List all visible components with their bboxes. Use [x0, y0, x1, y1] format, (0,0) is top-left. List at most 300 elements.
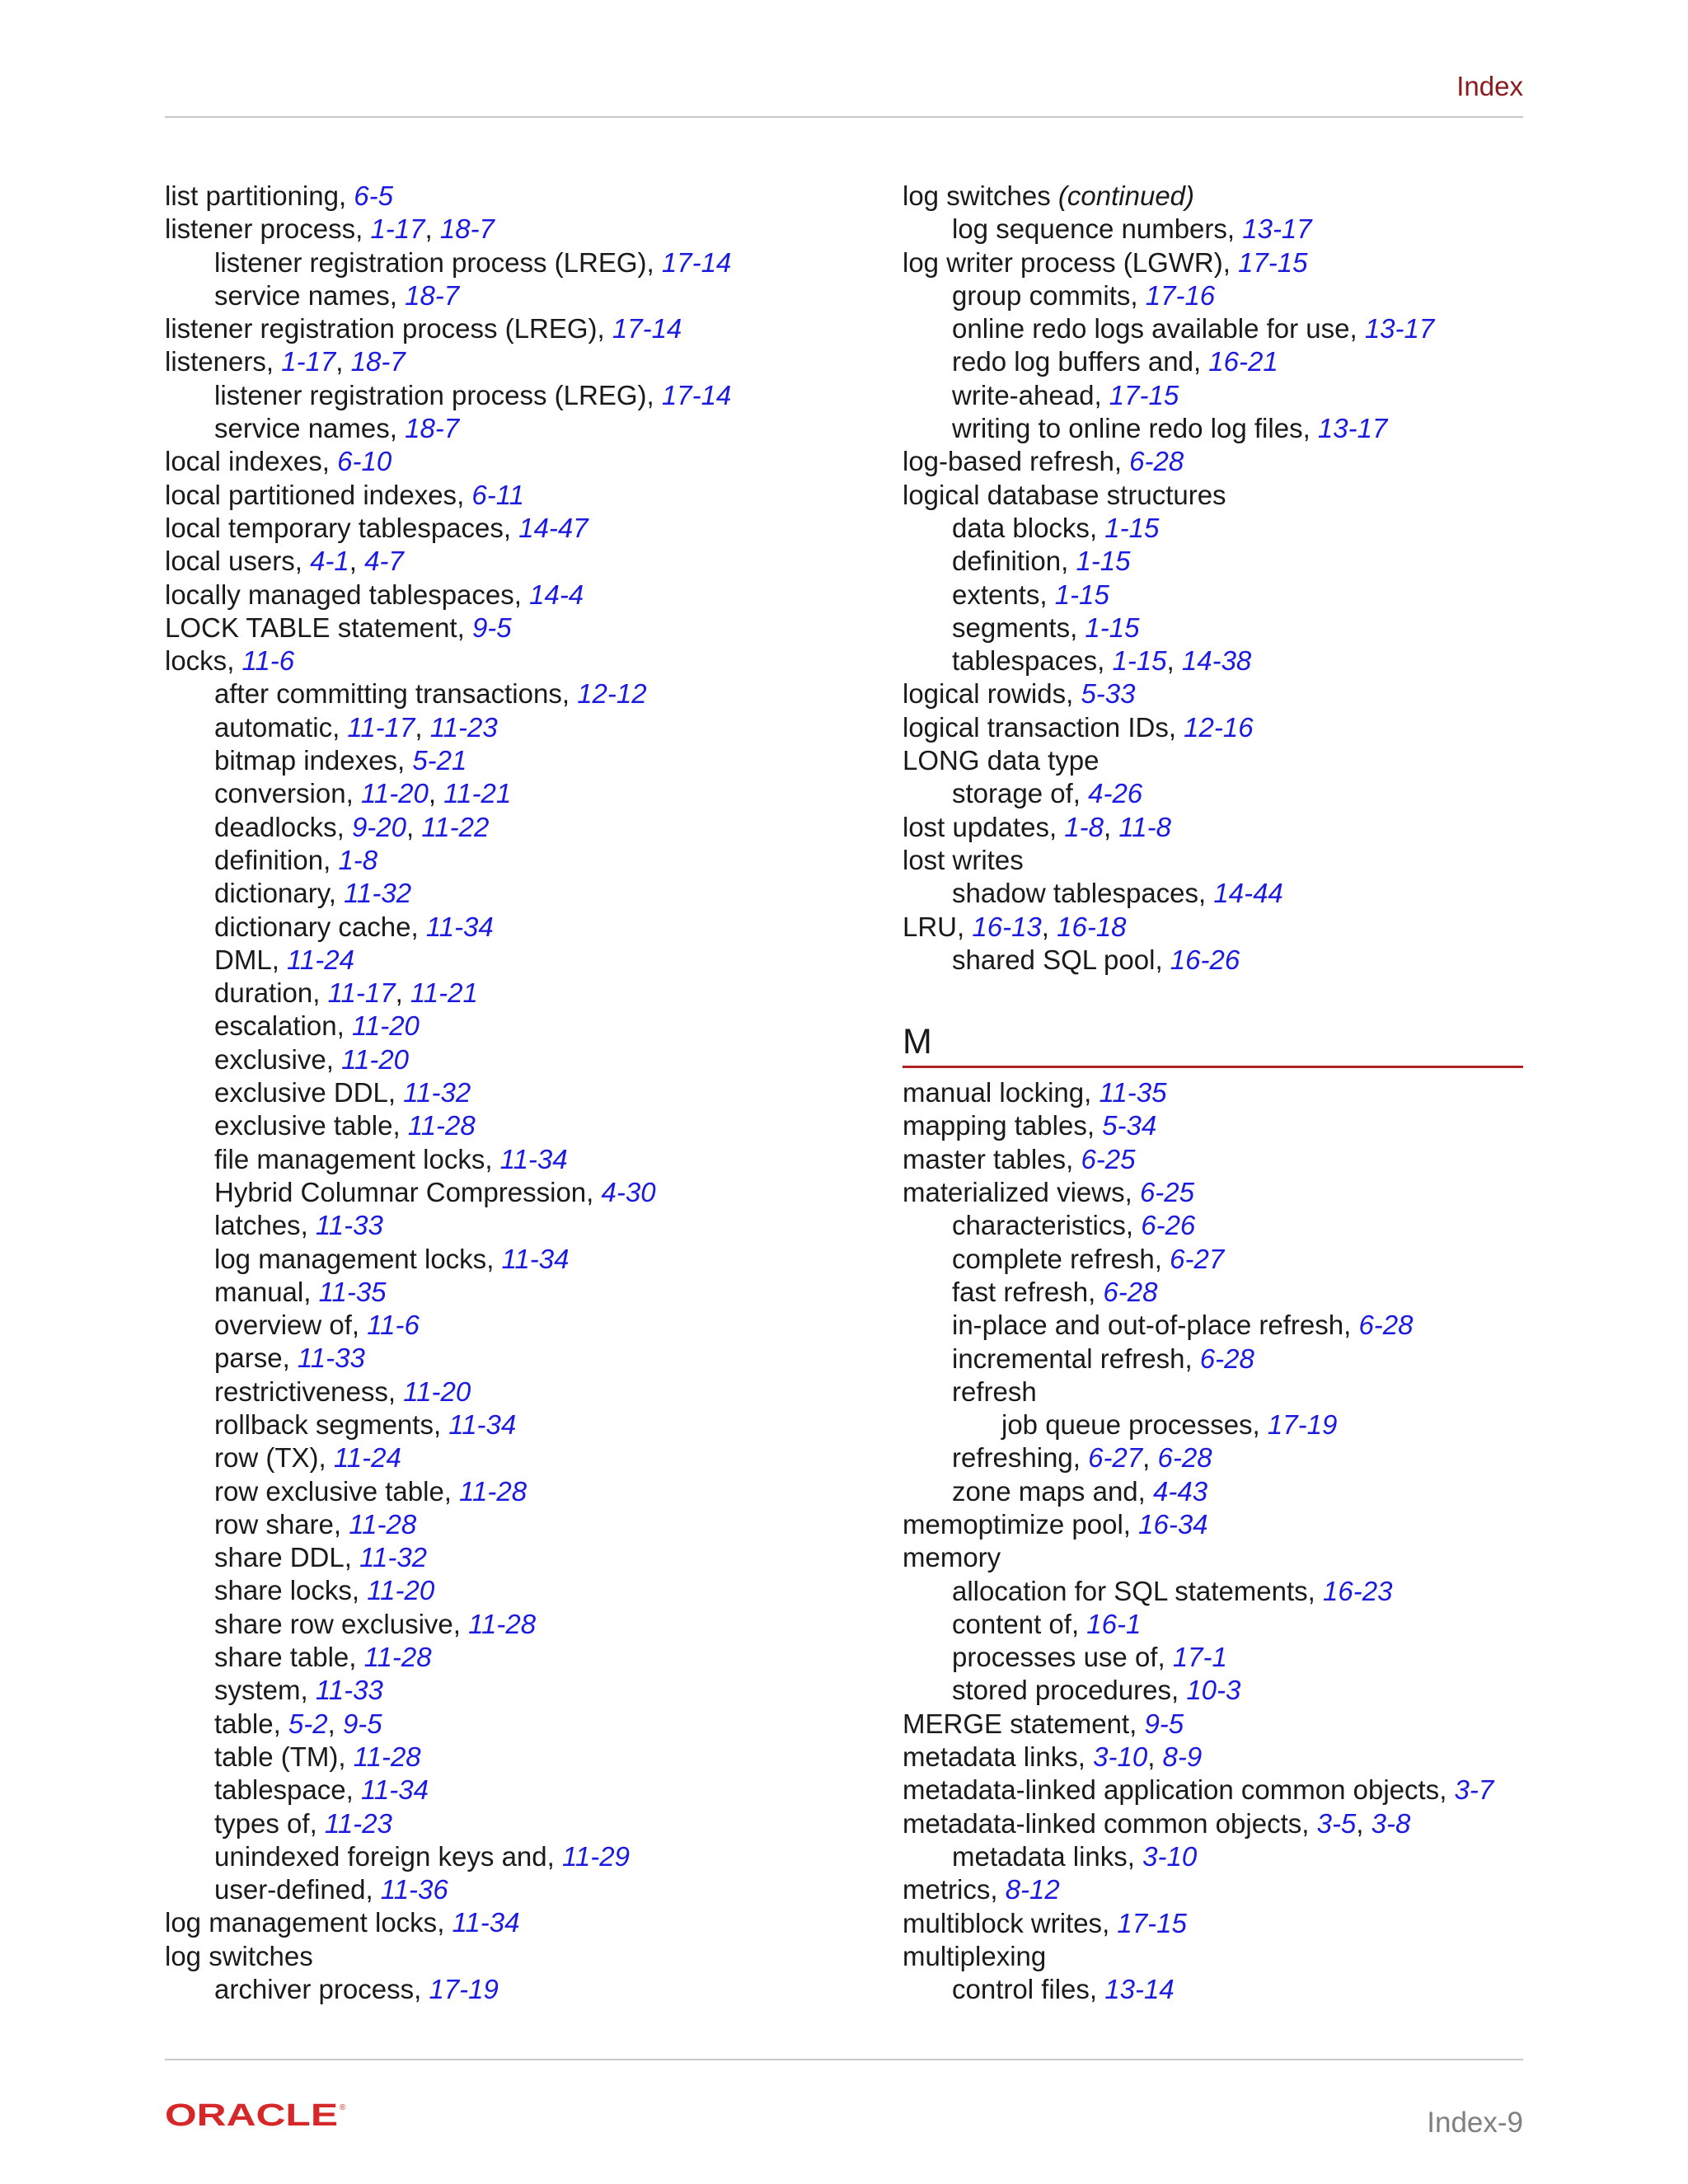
page-reference-link[interactable]: 1-17 [281, 346, 336, 377]
index-entry: fast refresh, 6-28 [952, 1276, 1158, 1307]
page-reference-link[interactable]: 11-20 [341, 1043, 410, 1075]
index-entry: log management locks, 11-34 [214, 1243, 570, 1274]
index-entry: row (TX), 11-24 [214, 1442, 401, 1474]
index-entry [903, 180, 1529, 213]
index-term: log-based refresh [903, 446, 1114, 477]
index-term: locally managed tablespaces [165, 579, 514, 610]
index-term: memoptimize pool [903, 1508, 1123, 1540]
page-reference-link[interactable]: 14-4 [529, 579, 584, 610]
page-reference-link[interactable]: 1-15 [1054, 579, 1109, 610]
page-reference-link[interactable]: 11-17 [327, 977, 396, 1009]
index-term: allocation for SQL statements [952, 1575, 1308, 1606]
page-reference-link[interactable]: 11-21 [443, 778, 512, 809]
page-reference-link[interactable]: 5-21 [412, 745, 467, 776]
index-entry [903, 1940, 1529, 1973]
index-term: log management locks [165, 1907, 438, 1938]
index-entry: log writer process (LGWR), 17-15 [903, 246, 1308, 278]
page-reference-link[interactable]: 11-20 [351, 1010, 420, 1042]
index-entry: lost updates, 1-8, 11-8 [903, 811, 1171, 842]
page-reference-link[interactable]: 11-28 [363, 1642, 432, 1673]
index-term: writing to online redo log files [952, 413, 1303, 444]
page-reference-link[interactable]: 11-28 [353, 1741, 421, 1772]
page-reference-link[interactable]: 6-10 [337, 446, 392, 477]
page-reference-link[interactable]: 11-34 [360, 1774, 429, 1806]
letter-rule [903, 1066, 1523, 1068]
page-reference-link[interactable]: 11-33 [315, 1210, 383, 1241]
index-term: row (TX) [214, 1442, 319, 1474]
index-term: refresh [952, 1376, 1037, 1407]
index-term: MERGE statement [903, 1708, 1130, 1739]
index-entry: mapping tables, 5-34 [903, 1110, 1157, 1141]
index-term: table [214, 1708, 274, 1739]
index-entry: latches, 11-33 [214, 1210, 383, 1241]
svg-text:®: ® [340, 2103, 346, 2112]
page-reference-link[interactable]: 18-7 [405, 279, 460, 311]
index-entry: local indexes, 6-10 [165, 446, 392, 477]
page-reference-link[interactable]: 11-21 [410, 977, 478, 1009]
page-reference-link[interactable]: 11-28 [407, 1110, 476, 1141]
index-entry: log-based refresh, 6-28 [903, 446, 1184, 477]
index-term: log writer process (LGWR) [903, 246, 1223, 278]
index-entry: rollback segments, 11-34 [214, 1408, 517, 1440]
page-reference-link[interactable]: 13-17 [1317, 413, 1388, 444]
index-term: exclusive [214, 1043, 326, 1075]
index-entry: log sequence numbers, 13-17 [952, 213, 1312, 245]
index-term: list partitioning [165, 180, 339, 211]
index-entry: listener registration process (LREG), 17-14 [214, 246, 732, 278]
page-reference-link[interactable]: 5-34 [1102, 1110, 1157, 1141]
page-reference-link[interactable]: 17-15 [1117, 1907, 1187, 1938]
index-term: parse [214, 1343, 283, 1374]
index-term: DML [214, 944, 272, 975]
index-term: LOCK TABLE statement [165, 612, 457, 643]
page-reference-link[interactable]: 16-34 [1138, 1508, 1208, 1540]
index-entry: definition, 1-8 [214, 844, 378, 875]
index-term: file management locks [214, 1143, 485, 1174]
index-term: automatic [214, 711, 333, 743]
index-term: content of [952, 1608, 1071, 1639]
page-reference-link[interactable]: 11-23 [429, 711, 498, 743]
index-entry: incremental refresh, 6-28 [952, 1343, 1254, 1374]
index-entry: share locks, 11-20 [214, 1575, 435, 1606]
page-reference-link[interactable]: 12-16 [1184, 711, 1254, 743]
page-reference-link[interactable]: 6-25 [1081, 1143, 1136, 1174]
index-term: processes use of [952, 1642, 1158, 1673]
index-term: archiver process [214, 1974, 415, 2005]
index-term: types of [214, 1807, 310, 1839]
index-entry: automatic, 11-17, 11-23 [214, 711, 498, 743]
index-term: log switches [903, 180, 1051, 211]
page-reference-link[interactable]: 1-8 [1064, 811, 1104, 842]
page-reference-link[interactable]: 13-14 [1104, 1974, 1175, 2005]
index-term: control files [952, 1974, 1090, 2005]
index-entry: log management locks, 11-34 [165, 1907, 520, 1938]
page-reference-link[interactable]: 3-8 [1371, 1807, 1411, 1839]
page-reference-link[interactable]: 9-5 [342, 1708, 382, 1739]
page-reference-link[interactable]: 16-21 [1208, 346, 1278, 377]
page-reference-link[interactable]: 1-15 [1112, 645, 1167, 677]
page-reference-link[interactable]: 16-18 [1057, 911, 1127, 942]
index-entry: bitmap indexes, 5-21 [214, 745, 467, 776]
index-entry: stored procedures, 10-3 [952, 1675, 1241, 1706]
page-reference-link[interactable]: 13-17 [1242, 213, 1312, 245]
index-entry: logical transaction IDs, 12-16 [903, 711, 1254, 743]
index-entry: in-place and out-of-place refresh, 6-28 [952, 1310, 1414, 1341]
index-term: exclusive DDL [214, 1077, 388, 1108]
index-term: share locks [214, 1575, 352, 1606]
index-term: listener process [165, 213, 356, 245]
page-reference-link[interactable]: 6-27 [1170, 1243, 1225, 1274]
index-term: manual [214, 1276, 304, 1307]
page-reference-link[interactable]: 6-28 [1129, 446, 1184, 477]
index-term: after committing transactions [214, 678, 562, 710]
page-reference-link[interactable]: 17-19 [1267, 1409, 1338, 1441]
page-reference-link[interactable]: 8-12 [1005, 1874, 1060, 1905]
page-reference-link[interactable]: 11-36 [380, 1874, 448, 1905]
index-term: incremental refresh [952, 1343, 1185, 1374]
page-reference-link[interactable]: 14-47 [518, 512, 588, 543]
page-reference-link[interactable]: 17-19 [429, 1974, 499, 2005]
page-number: Index-9 [1427, 2107, 1523, 2139]
index-entry: group commits, 17-16 [952, 279, 1216, 311]
page-reference-link[interactable]: 6-11 [471, 479, 525, 510]
page-reference-link[interactable]: 11-22 [421, 811, 490, 842]
index-term: LONG data type [903, 745, 1100, 776]
index-entry: deadlocks, 9-20, 11-22 [214, 811, 490, 842]
index-entry: local users, 4-1, 4-7 [165, 546, 404, 577]
index-term: share row exclusive [214, 1608, 453, 1639]
index-term: metadata-linked common objects [903, 1807, 1302, 1839]
index-entry: parse, 11-33 [214, 1343, 365, 1374]
index-entry: metadata links, 3-10, 8-9 [903, 1741, 1203, 1773]
index-entry: DML, 11-24 [214, 944, 354, 975]
page-reference-link[interactable]: 11-34 [448, 1408, 517, 1440]
index-term: service names [214, 279, 390, 311]
index-term: lost updates [903, 811, 1049, 842]
index-term: log sequence numbers [952, 213, 1227, 245]
index-entry: extents, 1-15 [952, 579, 1109, 610]
page-reference-link[interactable]: 11-28 [459, 1475, 528, 1507]
page-reference-link[interactable]: 6-27 [1088, 1442, 1143, 1474]
index-term: definition [214, 844, 324, 875]
page-reference-link[interactable]: 4-26 [1088, 778, 1143, 809]
index-entry [903, 1376, 1529, 1408]
page-reference-link[interactable]: 4-7 [364, 546, 404, 577]
index-term: extents [952, 579, 1040, 610]
index-term: multiplexing [903, 1940, 1047, 1971]
page-reference-link[interactable]: 6-28 [1358, 1310, 1414, 1341]
page-reference-link[interactable]: 3-10 [1142, 1840, 1198, 1872]
index-term: group commits [952, 279, 1131, 311]
page-reference-link[interactable]: 9-5 [1144, 1708, 1184, 1739]
page-reference-link[interactable]: 4-43 [1153, 1475, 1208, 1507]
page-reference-link[interactable]: 11-6 [367, 1310, 420, 1341]
index-entry: locks, 11-6 [165, 645, 295, 677]
page-reference-link[interactable]: 11-24 [287, 944, 354, 975]
svg-text:ORACLE: ORACLE [165, 2098, 338, 2131]
index-term: materialized views [903, 1177, 1125, 1208]
index-term: logical rowids [903, 678, 1067, 710]
page-reference-link[interactable]: 4-1 [310, 546, 349, 577]
index-entry: conversion, 11-20, 11-21 [214, 778, 512, 809]
index-entry: dictionary cache, 11-34 [214, 911, 494, 942]
page-reference-link[interactable]: 11-23 [324, 1807, 392, 1839]
index-entry: types of, 11-23 [214, 1807, 392, 1839]
index-entry: manual locking, 11-35 [903, 1077, 1167, 1108]
page-reference-link[interactable]: 18-7 [439, 213, 495, 245]
page-reference-link[interactable]: 3-10 [1093, 1741, 1148, 1773]
index-entry [903, 744, 1529, 777]
index-entry: tablespaces, 1-15, 14-38 [952, 645, 1252, 677]
page-reference-link[interactable]: 11-20 [367, 1575, 435, 1606]
page-reference-link[interactable]: 1-15 [1104, 512, 1160, 543]
index-entry: listener registration process (LREG), 17-14 [214, 379, 732, 410]
page-reference-link[interactable]: 17-15 [1238, 246, 1308, 278]
page-reference-link[interactable]: 10-3 [1186, 1675, 1241, 1706]
page-reference-link[interactable]: 11-28 [349, 1508, 417, 1540]
index-term: share table [214, 1642, 349, 1673]
index-term: refreshing [952, 1442, 1073, 1474]
index-term: system [214, 1675, 301, 1706]
index-term: service names [214, 413, 390, 444]
index-entry: LRU, 16-13, 16-18 [903, 911, 1127, 942]
page-reference-link[interactable]: 11-32 [344, 878, 412, 909]
index-entry: metadata-linked common objects, 3-5, 3-8 [903, 1807, 1411, 1839]
page-reference-link[interactable]: 6-28 [1199, 1343, 1254, 1374]
page-reference-link[interactable]: 11-34 [501, 1243, 570, 1274]
index-entry: refreshing, 6-27, 6-28 [952, 1442, 1212, 1474]
index-entry: service names, 18-7 [214, 279, 460, 311]
index-entry: characteristics, 6-26 [952, 1210, 1196, 1241]
index-entry: row share, 11-28 [214, 1508, 417, 1540]
index-entry: definition, 1-15 [952, 546, 1131, 577]
index-term: listener registration process (LREG) [165, 313, 598, 344]
index-term: write-ahead [952, 379, 1095, 410]
index-entry: share row exclusive, 11-28 [214, 1608, 537, 1639]
index-term: master tables [903, 1143, 1067, 1174]
index-term: complete refresh [952, 1243, 1155, 1274]
index-entry: metadata-linked application common objects, 3-7 [903, 1774, 1494, 1806]
index-entry [903, 479, 1529, 512]
page-reference-link[interactable]: 4-30 [601, 1176, 656, 1207]
index-entry: share table, 11-28 [214, 1642, 432, 1673]
page-reference-link[interactable]: 16-13 [972, 911, 1042, 942]
index-term: local indexes [165, 446, 322, 477]
page-reference-link[interactable]: 16-23 [1323, 1575, 1393, 1606]
index-term: metadata-linked application common objects [903, 1774, 1440, 1806]
page-reference-link[interactable]: 17-1 [1172, 1642, 1227, 1673]
index-entry: dictionary, 11-32 [214, 878, 412, 909]
index-term: local users [165, 546, 295, 577]
index-term: data blocks [952, 512, 1090, 543]
index-entry: list partitioning, 6-5 [165, 180, 393, 211]
index-entry: manual, 11-35 [214, 1276, 387, 1307]
index-term: bitmap indexes [214, 745, 397, 776]
page-reference-link[interactable]: 1-15 [1076, 546, 1131, 577]
index-entry: master tables, 6-25 [903, 1143, 1136, 1174]
page-reference-link[interactable]: 11-32 [403, 1077, 471, 1108]
index-term: log switches [165, 1940, 313, 1971]
index-term: locks [165, 645, 227, 677]
page-reference-link[interactable]: 17-15 [1109, 379, 1179, 410]
index-entry: unindexed foreign keys and, 11-29 [214, 1840, 630, 1872]
index-entry: shadow tablespaces, 14-44 [952, 878, 1283, 909]
index-entry [903, 1541, 1529, 1574]
index-entry: restrictiveness, 11-20 [214, 1376, 471, 1407]
page-reference-link[interactable]: 1-15 [1085, 612, 1140, 643]
index-term: zone maps and [952, 1475, 1138, 1507]
oracle-logo-icon [165, 2098, 346, 2131]
page-reference-link[interactable]: 5-2 [288, 1708, 328, 1739]
index-term: logical database structures [903, 479, 1226, 510]
index-entry: duration, 11-17, 11-21 [214, 977, 478, 1009]
page-reference-link[interactable]: 18-7 [350, 346, 406, 377]
index-entry: redo log buffers and, 16-21 [952, 346, 1278, 377]
index-entry: system, 11-33 [214, 1675, 383, 1706]
page-reference-link[interactable]: 11-6 [241, 645, 295, 677]
index-entry: materialized views, 6-25 [903, 1177, 1194, 1208]
index-entry: writing to online redo log files, 13-17 [952, 413, 1388, 444]
index-column-left [165, 180, 874, 2006]
page-reference-link[interactable]: 16-26 [1170, 944, 1240, 975]
index-term: tablespaces [952, 645, 1098, 677]
page-reference-link[interactable]: 11-34 [452, 1907, 520, 1938]
index-entry: write-ahead, 17-15 [952, 379, 1179, 410]
index-entry: memoptimize pool, 16-34 [903, 1508, 1208, 1540]
index-term: row share [214, 1508, 334, 1540]
index-entry: shared SQL pool, 16-26 [952, 944, 1240, 975]
page-reference-link[interactable]: 11-29 [561, 1840, 630, 1872]
page-reference-link[interactable]: 16-1 [1086, 1608, 1142, 1639]
index-term: tablespace [214, 1774, 346, 1806]
page-reference-link[interactable]: 11-35 [1099, 1077, 1167, 1108]
index-term: row exclusive table [214, 1475, 444, 1507]
page-reference-link[interactable]: 9-20 [351, 811, 407, 842]
page-reference-link[interactable]: 11-17 [347, 711, 415, 743]
index-term: LRU [903, 911, 958, 942]
index-entry: after committing transactions, 12-12 [214, 678, 647, 710]
index-entry: tablespace, 11-34 [214, 1774, 429, 1806]
index-entry: segments, 1-15 [952, 612, 1140, 643]
index-term: dictionary [214, 878, 329, 909]
index-term: unindexed foreign keys and [214, 1840, 547, 1872]
continued-label: (continued) [1057, 180, 1195, 211]
page-reference-link[interactable]: 11-20 [403, 1376, 471, 1407]
index-entry: listeners, 1-17, 18-7 [165, 346, 406, 377]
page-reference-link[interactable]: 11-35 [318, 1276, 387, 1307]
page-reference-link[interactable]: 1-17 [370, 213, 425, 245]
page-reference-link[interactable]: 11-8 [1118, 811, 1171, 842]
index-entry: job queue processes, 17-19 [1001, 1409, 1338, 1441]
index-entry: content of, 16-1 [952, 1608, 1142, 1639]
index-entry: file management locks, 11-34 [214, 1143, 568, 1174]
page-reference-link[interactable]: 17-16 [1145, 279, 1216, 311]
page-reference-link[interactable]: 11-28 [468, 1608, 537, 1639]
page-reference-link[interactable]: 17-14 [612, 313, 682, 344]
index-term: online redo logs available for use [952, 313, 1350, 344]
index-entry: escalation, 11-20 [214, 1010, 420, 1042]
page-reference-link[interactable]: 12-12 [577, 678, 647, 710]
index-term: deadlocks [214, 811, 337, 842]
index-term: conversion [214, 778, 346, 809]
page-reference-link[interactable]: 11-24 [333, 1442, 401, 1474]
index-term: redo log buffers and [952, 346, 1193, 377]
page-reference-link[interactable]: 17-14 [661, 379, 732, 410]
page-reference-link[interactable]: 11-20 [360, 778, 429, 809]
index-term: definition [952, 546, 1062, 577]
index-term: in-place and out-of-place refresh [952, 1310, 1344, 1341]
index-entry [165, 1940, 874, 1973]
page-reference-link[interactable]: 1-8 [338, 844, 378, 875]
header-rule [165, 116, 1523, 118]
index-entry: complete refresh, 6-27 [952, 1243, 1225, 1274]
index-term: storage of [952, 778, 1073, 809]
index-entry: table, 5-2, 9-5 [214, 1708, 382, 1739]
page-reference-link[interactable]: 6-28 [1103, 1276, 1158, 1307]
index-entry: control files, 13-14 [952, 1974, 1175, 2005]
page-reference-link[interactable]: 5-33 [1081, 678, 1136, 710]
index-entry: row exclusive table, 11-28 [214, 1475, 528, 1507]
index-term: metadata links [952, 1840, 1128, 1872]
index-entry: listener registration process (LREG), 17-14 [165, 313, 682, 344]
page-reference-link[interactable]: 6-5 [354, 180, 393, 211]
index-term: rollback segments [214, 1408, 434, 1440]
page-reference-link[interactable]: 11-33 [315, 1675, 383, 1706]
index-entry: exclusive DDL, 11-32 [214, 1077, 471, 1108]
page-reference-link[interactable]: 14-44 [1213, 878, 1283, 909]
index-entry: allocation for SQL statements, 16-23 [952, 1575, 1393, 1606]
page-reference-link[interactable]: 11-33 [297, 1343, 365, 1374]
index-term: listener registration process (LREG) [214, 379, 647, 410]
page-reference-link[interactable]: 18-7 [405, 413, 460, 444]
running-header: Index [1456, 71, 1523, 101]
page-reference-link[interactable]: 3-7 [1454, 1774, 1494, 1806]
index-term: exclusive table [214, 1110, 393, 1141]
index-term: user-defined [214, 1874, 366, 1905]
page-reference-link[interactable]: 6-25 [1139, 1177, 1194, 1208]
index-term: characteristics [952, 1210, 1126, 1241]
index-entry: local temporary tablespaces, 14-47 [165, 512, 588, 543]
index-entry: locally managed tablespaces, 14-4 [165, 579, 584, 610]
index-term: overview of [214, 1310, 352, 1341]
index-entry: user-defined, 11-36 [214, 1874, 448, 1905]
index-entry: service names, 18-7 [214, 413, 460, 444]
index-term: share DDL [214, 1542, 345, 1573]
page-reference-link[interactable]: 9-5 [471, 612, 512, 643]
index-term: dictionary cache [214, 911, 411, 942]
page-reference-link[interactable]: 11-34 [499, 1143, 568, 1174]
page-reference-link[interactable]: 6-28 [1157, 1442, 1212, 1474]
index-term: multiblock writes [903, 1907, 1103, 1938]
index-entry: storage of, 4-26 [952, 778, 1143, 809]
index-entry: exclusive table, 11-28 [214, 1110, 476, 1141]
page-reference-link[interactable]: 8-9 [1162, 1741, 1203, 1773]
page-reference-link[interactable]: 6-26 [1141, 1210, 1196, 1241]
page-reference-link[interactable]: 14-38 [1181, 645, 1252, 677]
index-term: logical transaction IDs [903, 711, 1169, 743]
page-reference-link[interactable]: 11-32 [359, 1542, 428, 1573]
page-reference-link[interactable]: 11-34 [425, 911, 494, 942]
letter-heading: M [903, 1022, 932, 1062]
page-reference-link[interactable]: 3-5 [1316, 1807, 1357, 1839]
index-term: job queue processes [1001, 1409, 1253, 1441]
index-term: mapping tables [903, 1110, 1087, 1141]
index-entry: logical rowids, 5-33 [903, 678, 1136, 710]
page-reference-link[interactable]: 13-17 [1364, 313, 1435, 344]
index-term: latches [214, 1210, 301, 1241]
page-reference-link[interactable]: 17-14 [661, 246, 732, 278]
index-entry: share DDL, 11-32 [214, 1542, 428, 1573]
